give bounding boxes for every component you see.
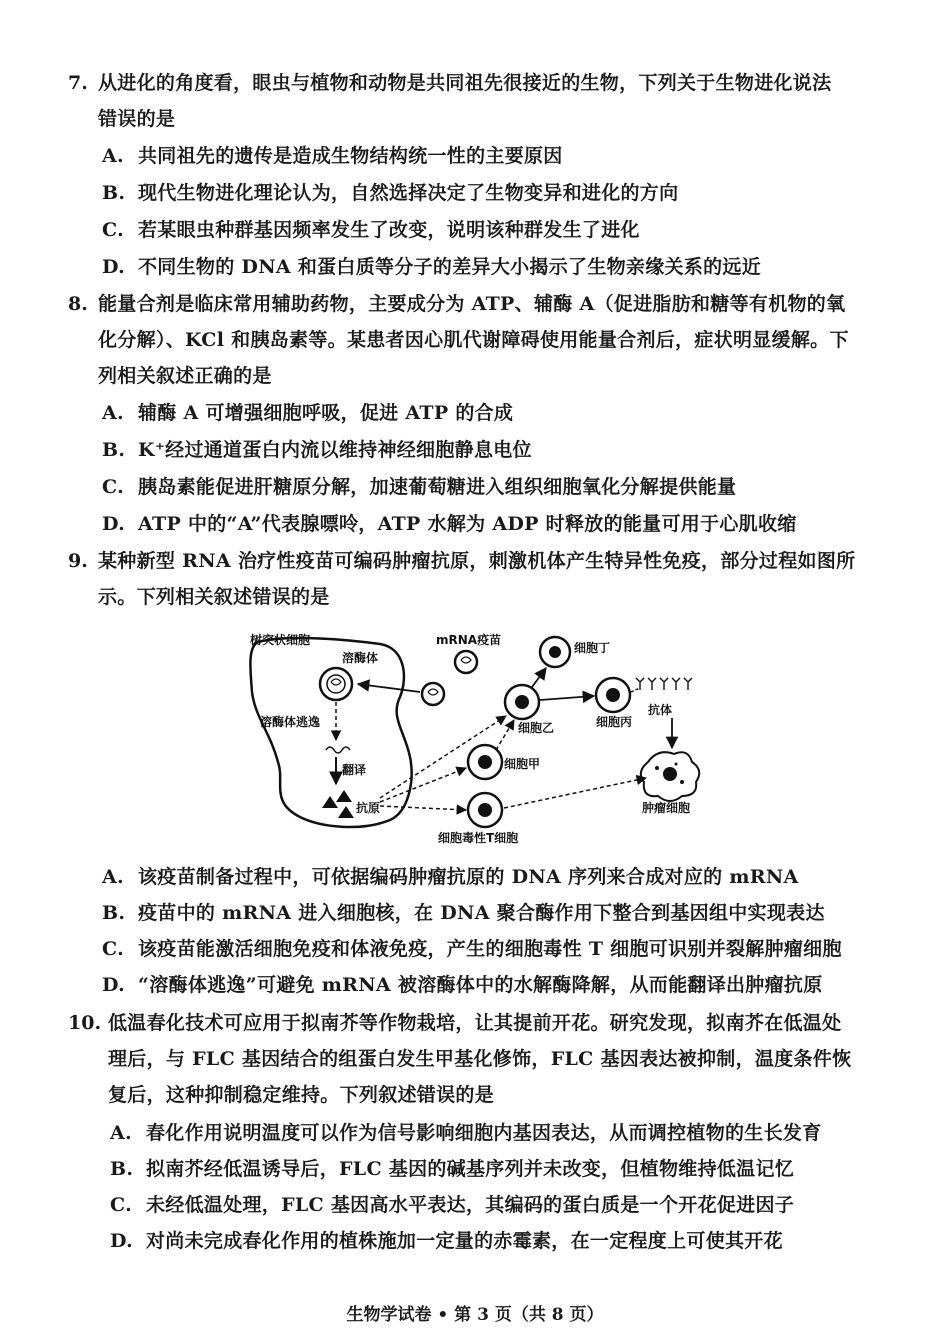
option-a: A. 共同祖先的遗传是造成生物结构统一性的主要原因 (102, 145, 563, 167)
option-b: B. 拟南芥经低温诱导后，FLC 基因的碱基序列并未改变，但植物维持低温记忆 (110, 1158, 795, 1180)
mrna-vaccine-label: mRNA疫苗 (436, 633, 502, 647)
cytotoxic-t-label: 细胞毒性T细胞 (438, 831, 519, 845)
question-stem-line: 化分解）、KCl 和胰岛素等。某患者因心肌代谢障碍使用能量合剂后，症状明显缓解。下 (98, 329, 849, 351)
option-d: D. “溶酶体逃逸”可避免 mRNA 被溶酶体中的水解酶降解，从而能翻译出肿瘤抗原 (102, 974, 823, 996)
question-number: 7. (68, 72, 88, 94)
vaccine-particle-icon (455, 651, 477, 673)
cell-b-label: 细胞乙 (518, 721, 555, 735)
lysosome-label: 溶酶体 (342, 651, 379, 665)
antibody-icon (636, 678, 692, 690)
immune-response-diagram (230, 622, 730, 852)
question-stem-line: 某种新型 RNA 治疗性疫苗可编码肿瘤抗原，刺激机体产生特异性免疫，部分过程如图所 (98, 550, 856, 572)
antigen-icon (322, 796, 338, 808)
question-stem-line: 能量合剂是临床常用辅助药物，主要成分为 ATP、辅酶 A（促进脂肪和糖等有机物的氧 (98, 293, 846, 315)
antibody-label: 抗体 (648, 703, 673, 717)
option-b: B. 现代生物进化理论认为，自然选择决定了生物变异和进化的方向 (102, 182, 679, 204)
option-a: A. 春化作用说明温度可以作为信号影响细胞内基因表达，从而调控植物的生长发育 (110, 1122, 822, 1144)
cell-a-label: 细胞甲 (504, 757, 541, 771)
lysosome-icon (320, 668, 352, 700)
question-stem-line: 示。下列相关叙述错误的是 (98, 586, 330, 608)
question-stem-line: 低温春化技术可应用于拟南芥等作物栽培，让其提前开花。研究发现，拟南芥在低温处 (108, 1012, 842, 1034)
question-number: 8. (68, 293, 88, 315)
option-b: B. 疫苗中的 mRNA 进入细胞核，在 DNA 聚合酶作用下整合到基因组中实现表达 (102, 902, 825, 924)
question-stem-line: 复后，这种抑制稳定维持。下列叙述错误的是 (108, 1084, 495, 1106)
option-c: C. 该疫苗能激活细胞免疫和体液免疫，产生的细胞毒性 T 细胞可识别并裂解肿瘤细胞 (102, 938, 842, 960)
page-footer: 生物学试卷 • 第 3 页（共 8 页） (346, 1305, 604, 1325)
vaccine-particle-icon (422, 683, 444, 705)
tumor-cell-label: 肿瘤细胞 (642, 801, 691, 815)
translation-label: 翻译 (342, 763, 367, 777)
question-number: 10. (68, 1012, 102, 1034)
option-b: B. K⁺经过通道蛋白内流以维持神经细胞静息电位 (102, 439, 532, 461)
question-stem-line: 错误的是 (98, 108, 176, 130)
option-c: C. 若某眼虫种群基因频率发生了改变，说明该种群发生了进化 (102, 219, 640, 241)
option-d: D. 不同生物的 DNA 和蛋白质等分子的差异大小揭示了生物亲缘关系的远近 (102, 256, 762, 278)
option-d: D. ATP 中的“A”代表腺嘌呤，ATP 水解为 ADP 时释放的能量可用于心肌收缩 (102, 513, 797, 535)
cell-d-label: 细胞丁 (574, 641, 611, 655)
cell-c-label: 细胞丙 (596, 715, 633, 729)
option-a: A. 辅酶 A 可增强细胞呼吸，促进 ATP 的合成 (102, 402, 514, 424)
question-stem-line: 列相关叙述正确的是 (98, 365, 272, 387)
dendritic-cell-label: 树突状细胞 (250, 633, 311, 647)
lysosome-escape-label: 溶酶体逃逸 (260, 715, 321, 729)
option-c: C. 未经低温处理，FLC 基因高水平表达，其编码的蛋白质是一个开花促进因子 (110, 1194, 795, 1216)
option-d: D. 对尚未完成春化作用的植株施加一定量的赤霉素，在一定程度上可使其开花 (110, 1230, 783, 1252)
option-c: C. 胰岛素能促进肝糖原分解，加速葡萄糖进入组织细胞氧化分解提供能量 (102, 476, 737, 498)
option-a: A. 该疫苗制备过程中，可依据编码肿瘤抗原的 DNA 序列来合成对应的 mRNA (102, 866, 799, 888)
question-number: 9. (68, 550, 88, 572)
question-stem-line: 从进化的角度看，眼虫与植物和动物是共同祖先很接近的生物，下列关于生物进化说法 (98, 72, 832, 94)
question-stem-line: 理后，与 FLC 基因结合的组蛋白发生甲基化修饰，FLC 基因表达被抑制，温度条件恢 (108, 1048, 852, 1070)
antigen-label: 抗原 (356, 801, 381, 815)
